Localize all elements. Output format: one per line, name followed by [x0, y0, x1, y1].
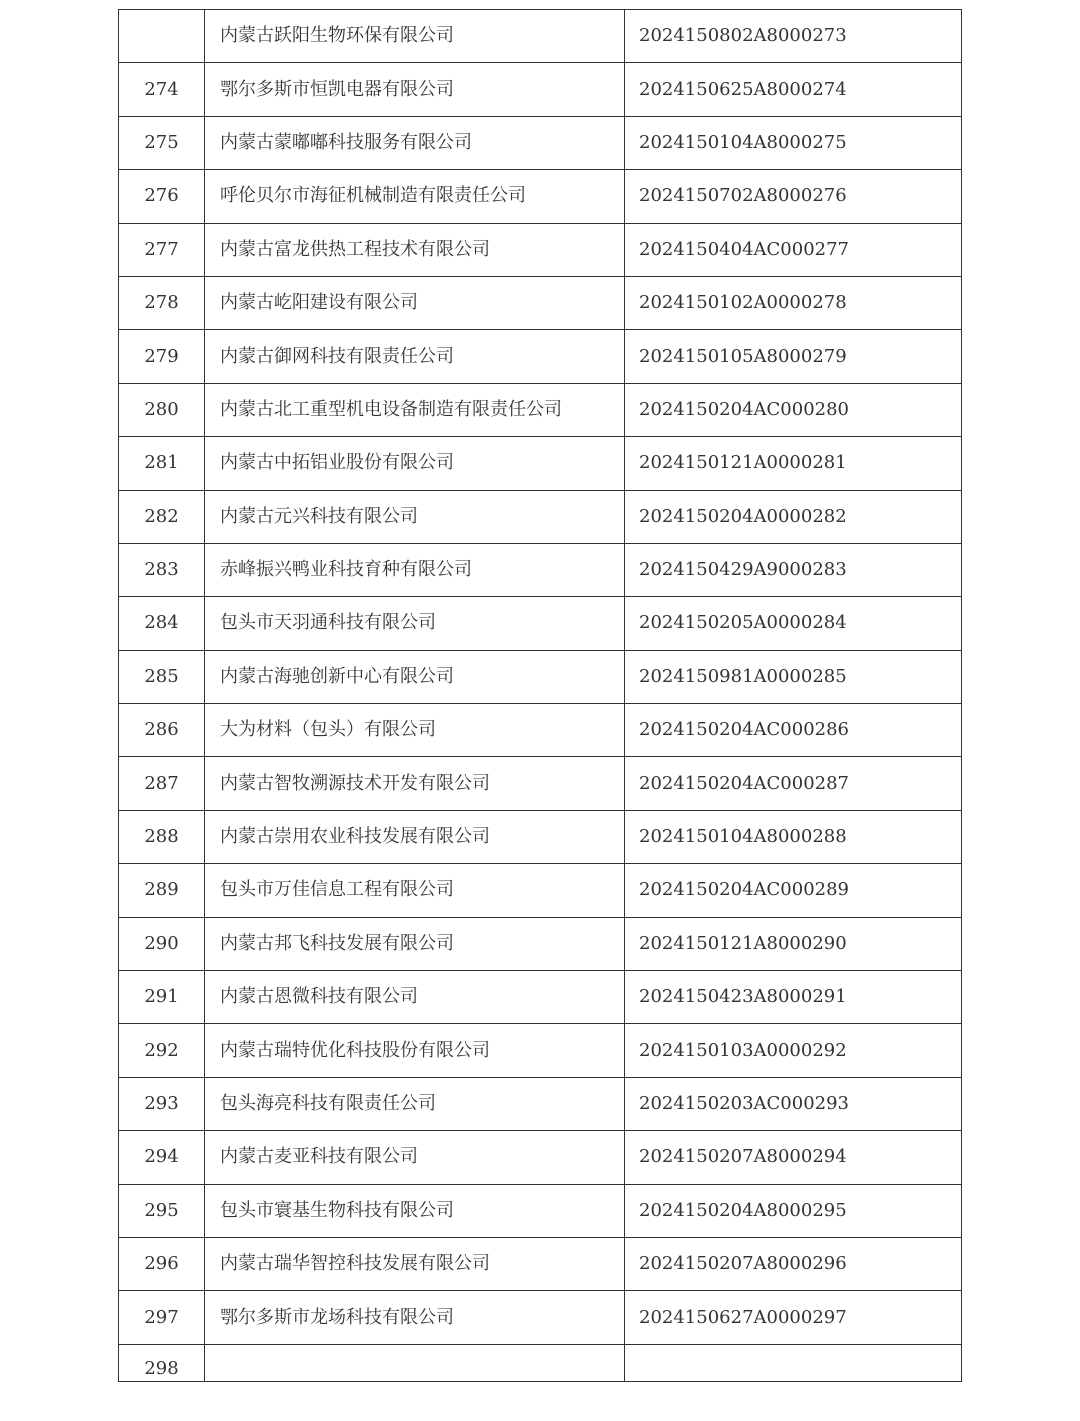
registration-code: 2024150802A8000273 — [625, 10, 962, 63]
registration-code: 2024150627A0000297 — [625, 1291, 962, 1344]
table-row — [119, 1131, 962, 1184]
table-row — [119, 63, 962, 116]
table-row — [119, 276, 962, 329]
row-number: 289 — [119, 864, 205, 917]
row-number: 280 — [119, 383, 205, 436]
registration-code: 2024150204A8000295 — [625, 1184, 962, 1237]
registration-code: 2024150625A8000274 — [625, 63, 962, 116]
row-number: 287 — [119, 757, 205, 810]
registration-code: 2024150102A0000278 — [625, 276, 962, 329]
table-body — [119, 10, 962, 1382]
company-name: 内蒙古智牧溯源技术开发有限公司 — [205, 757, 625, 810]
registration-code: 2024150121A0000281 — [625, 437, 962, 490]
table-row — [119, 330, 962, 383]
registration-code: 2024150207A8000294 — [625, 1131, 962, 1184]
row-number: 283 — [119, 543, 205, 596]
company-name: 内蒙古瑞华智控科技发展有限公司 — [205, 1237, 625, 1290]
registration-code: 2024150105A8000279 — [625, 330, 962, 383]
registration-code: 2024150204AC000289 — [625, 864, 962, 917]
registration-code: 2024150104A8000275 — [625, 116, 962, 169]
registration-code: 2024150205A0000284 — [625, 597, 962, 650]
company-name: 包头市寰基生物科技有限公司 — [205, 1184, 625, 1237]
table-row — [119, 704, 962, 757]
row-number: 293 — [119, 1077, 205, 1130]
company-name: 大为材料（包头）有限公司 — [205, 704, 625, 757]
company-name: 内蒙古蒙嘟嘟科技服务有限公司 — [205, 116, 625, 169]
registration-code: 2024150204AC000280 — [625, 383, 962, 436]
company-name: 内蒙古麦亚科技有限公司 — [205, 1131, 625, 1184]
registration-code: 2024150104A8000288 — [625, 810, 962, 863]
registration-code: 2024150204AC000287 — [625, 757, 962, 810]
company-name: 内蒙古屹阳建设有限公司 — [205, 276, 625, 329]
company-name — [205, 1344, 625, 1381]
company-name: 内蒙古跃阳生物环保有限公司 — [205, 10, 625, 63]
row-number: 298 — [119, 1344, 205, 1381]
table-row — [119, 1077, 962, 1130]
row-number: 297 — [119, 1291, 205, 1344]
company-name: 内蒙古崇用农业科技发展有限公司 — [205, 810, 625, 863]
company-name: 内蒙古北工重型机电设备制造有限责任公司 — [205, 383, 625, 436]
row-number: 295 — [119, 1184, 205, 1237]
row-number: 296 — [119, 1237, 205, 1290]
registration-code: 2024150429A9000283 — [625, 543, 962, 596]
table-row — [119, 1024, 962, 1077]
company-name: 包头市万佳信息工程有限公司 — [205, 864, 625, 917]
row-number: 288 — [119, 810, 205, 863]
table-row — [119, 383, 962, 436]
row-number: 290 — [119, 917, 205, 970]
company-name: 内蒙古邦飞科技发展有限公司 — [205, 917, 625, 970]
company-name: 包头海亮科技有限责任公司 — [205, 1077, 625, 1130]
table-row — [119, 650, 962, 703]
table-row — [119, 1184, 962, 1237]
company-name: 呼伦贝尔市海征机械制造有限责任公司 — [205, 170, 625, 223]
table-row — [119, 810, 962, 863]
table-row — [119, 490, 962, 543]
company-name: 内蒙古瑞特优化科技股份有限公司 — [205, 1024, 625, 1077]
row-number — [119, 10, 205, 63]
table-row — [119, 1237, 962, 1290]
row-number: 281 — [119, 437, 205, 490]
registration-code: 2024150423A8000291 — [625, 971, 962, 1024]
row-number: 286 — [119, 704, 205, 757]
company-name: 赤峰振兴鸭业科技育种有限公司 — [205, 543, 625, 596]
row-number: 275 — [119, 116, 205, 169]
table-row — [119, 116, 962, 169]
registration-code: 2024150121A8000290 — [625, 917, 962, 970]
row-number: 274 — [119, 63, 205, 116]
company-name: 鄂尔多斯市恒凯电器有限公司 — [205, 63, 625, 116]
table-row — [119, 543, 962, 596]
table-row — [119, 917, 962, 970]
company-name: 包头市天羽通科技有限公司 — [205, 597, 625, 650]
row-number: 279 — [119, 330, 205, 383]
company-name: 鄂尔多斯市龙场科技有限公司 — [205, 1291, 625, 1344]
table-row — [119, 223, 962, 276]
registration-code: 2024150204AC000286 — [625, 704, 962, 757]
company-registry-table — [118, 9, 962, 1382]
table-row — [119, 1344, 962, 1381]
registration-code: 2024150702A8000276 — [625, 170, 962, 223]
table-row — [119, 597, 962, 650]
registration-code: 2024150203AC000293 — [625, 1077, 962, 1130]
company-name: 内蒙古中拓铝业股份有限公司 — [205, 437, 625, 490]
table-row — [119, 10, 962, 63]
table-row — [119, 1291, 962, 1344]
registration-code: 2024150981A0000285 — [625, 650, 962, 703]
row-number: 284 — [119, 597, 205, 650]
registration-code: 2024150204A0000282 — [625, 490, 962, 543]
registration-code: 2024150207A8000296 — [625, 1237, 962, 1290]
row-number: 291 — [119, 971, 205, 1024]
company-name: 内蒙古恩微科技有限公司 — [205, 971, 625, 1024]
row-number: 282 — [119, 490, 205, 543]
table-row — [119, 971, 962, 1024]
table-row — [119, 757, 962, 810]
company-name: 内蒙古海驰创新中心有限公司 — [205, 650, 625, 703]
row-number: 285 — [119, 650, 205, 703]
row-number: 278 — [119, 276, 205, 329]
registration-code — [625, 1344, 962, 1381]
table-row — [119, 437, 962, 490]
company-name: 内蒙古御网科技有限责任公司 — [205, 330, 625, 383]
table-row — [119, 864, 962, 917]
registration-code: 2024150103A0000292 — [625, 1024, 962, 1077]
row-number: 292 — [119, 1024, 205, 1077]
row-number: 294 — [119, 1131, 205, 1184]
row-number: 277 — [119, 223, 205, 276]
table-row — [119, 170, 962, 223]
company-name: 内蒙古元兴科技有限公司 — [205, 490, 625, 543]
registration-code: 2024150404AC000277 — [625, 223, 962, 276]
company-name: 内蒙古富龙供热工程技术有限公司 — [205, 223, 625, 276]
row-number: 276 — [119, 170, 205, 223]
